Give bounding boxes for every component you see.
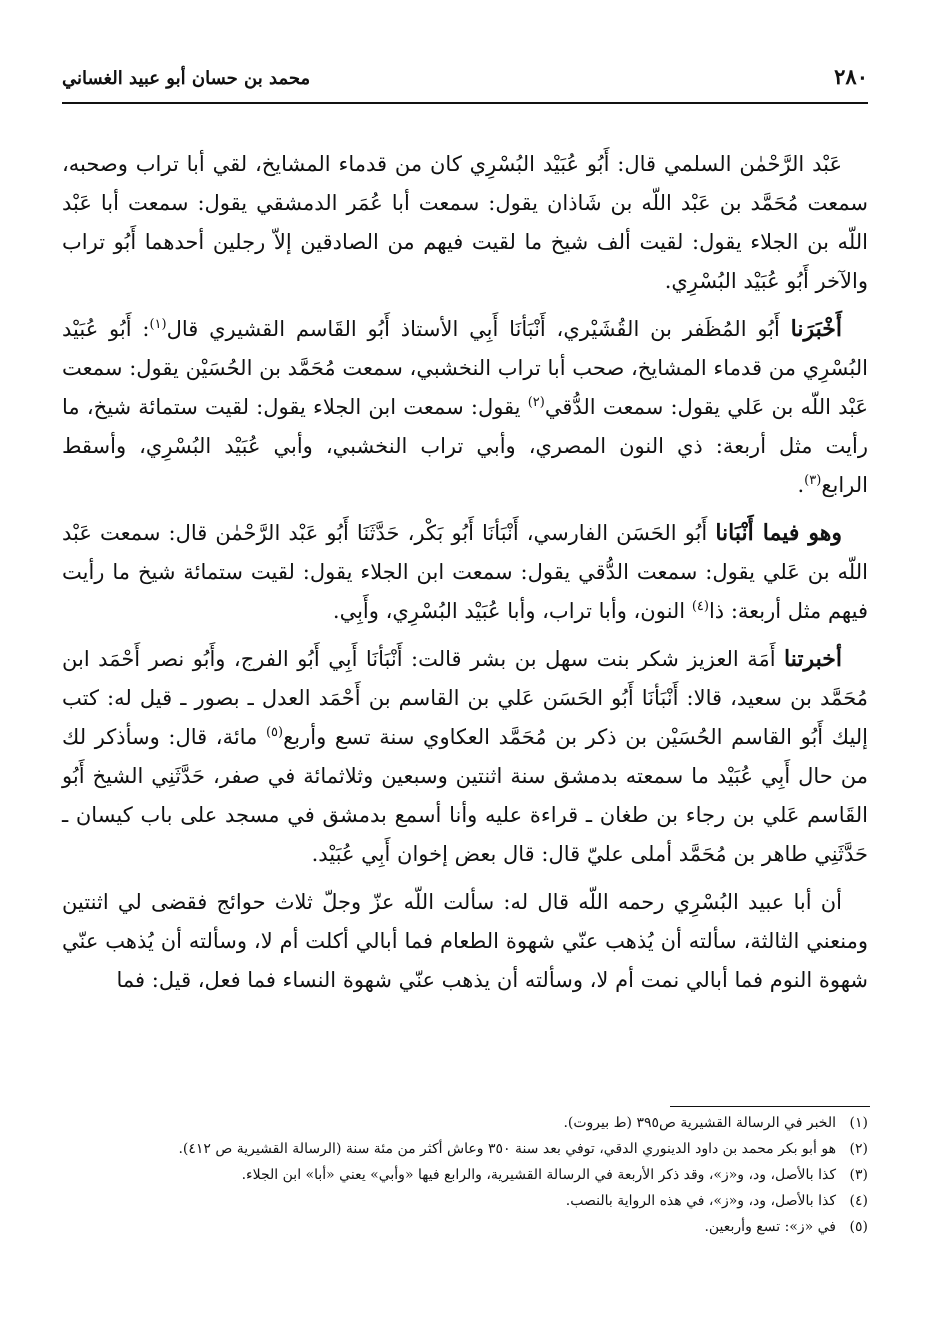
footnote-1: [62, 1112, 868, 1135]
paragraph-1: [62, 145, 868, 301]
paragraph-3-text-b: النون، وأبا تراب، وأبا عُبَيْد البُسْرِي، وأَبِي.: [332, 599, 692, 623]
paragraph-4-text-b: مائة، قال: وسأذكر لك من حال أَبِي عُبَيْد ما سمعته بدمشق سنة اثنتين وسبعين وثلاثمائة في صفر، حَدَّثَنِي الشيخ أَبُو القَاسم عَلي بن رجاء بن طغان ـ قراءة عليه وأنا أسمع بدمشق في مسجد على باب كيسان ـ حَدَّثَنِي طاهر بن مُحَمَّد أملى عليّ قال: قال بعض إخوان أَبِي عُبَيْد.: [62, 725, 868, 866]
footnote-3: [62, 1164, 868, 1187]
narration-keyword: أَخْبَرَنا: [790, 316, 842, 342]
footnote-ref-3[interactable]: (٣): [804, 473, 822, 488]
footnote-5: [62, 1216, 868, 1239]
header-rule: [62, 102, 868, 104]
footnote-4: [62, 1190, 868, 1213]
footnote-number: (٣): [849, 1167, 868, 1183]
footnote-ref-4[interactable]: (٤): [691, 599, 709, 614]
paragraph-4: [62, 640, 868, 874]
page-header: [62, 62, 868, 112]
footnote-text: كذا بالأصل، ود، و«ز»، في هذه الرواية بالنصب.: [565, 1193, 836, 1209]
footnote-text: الخبر في الرسالة القشيرية ص٣٩٥ (ط بيروت).: [563, 1115, 836, 1131]
paragraph-2-text-a: أَبُو المُظَفر بن القُشَيْري، أَنْبَأنَا أَبِي الأستاذ أَبُو القَاسم القشيري قال: [166, 317, 791, 341]
narration-keyword: وهو فيما أَنْبَانا: [715, 520, 842, 546]
footnote-text: في «ز»: تسع وأربعين.: [704, 1219, 836, 1235]
paragraph-3-text-a: أَبُو الحَسَن الفارسي، أَنْبَأنَا أَبُو بَكْر، حَدَّثَنَا أَبُو عَبْد الرَّحْمٰن قال: سمعت عَبْد اللّه بن عَلي يقول: سمعت الدُّقي يقول: سمعت ابن الجلاء يقول: لقيت ستمائة شيخ ما رأيت فيهم مثل أربعة: ذا: [62, 521, 868, 623]
footnote-text: هو أبو بكر محمد بن داود الدينوري الدقي، توفي بعد سنة ٣٥٠ وعاش أكثر من مئة سنة (الرسالة القشيرية ص ٤١٢).: [178, 1141, 836, 1157]
paragraph-2-text-b: : أَبُو عُبَيْد البُسْرِي من قدماء المشايخ، صحب أبا تراب النخشبي، سمعت مُحَمَّد بن الحُسَيْن يقول: سمعت عَبْد اللّه بن عَلي يقول: سمعت الدُّقي: [62, 317, 868, 419]
footnote-number: (١): [849, 1115, 868, 1131]
footnote-number: (٤): [849, 1193, 868, 1209]
footnote-ref-2[interactable]: (٢): [527, 395, 545, 410]
footnote-ref-5[interactable]: (٥): [265, 725, 284, 740]
paragraph-3: [62, 514, 868, 631]
footnote-text: كذا بالأصل، ود، و«ز»، وقد ذكر الأربعة في الرسالة القشيرية، والرابع فيها «وأبي» يعني «أبا» ابن الجلاء.: [241, 1167, 836, 1183]
footnote-separator: [670, 1106, 870, 1107]
footnote-2: [62, 1138, 868, 1161]
page-number: ٢٨٠: [834, 64, 868, 89]
paragraph-5: [62, 883, 868, 1000]
paragraph-2-text-d: .: [797, 473, 805, 497]
running-title: محمد بن حسان أبو عبيد الغساني: [62, 68, 311, 89]
footnote-ref-1[interactable]: (١): [149, 317, 167, 332]
paragraph-4-text-a: أَمَة العزيز شكر بنت سهل بن بشر قالت: أَنْبَأنَا أَبِي أَبُو الفرج، وأَبُو نصر أَحْمَد ابن مُحَمَّد بن سعيد، قالا: أَنْبَأنَا أَبُو الحَسَن عَلي بن القاسم بن أَحْمَد العدل ـ بصور ـ قيل له: كتب إليك أَبُو القاسم الحُسَيْن بن ذكر بن مُحَمَّد العكاوي سنة تسع وأربع: [62, 647, 869, 749]
footnotes: [62, 1112, 868, 1242]
main-text: [62, 145, 868, 1000]
paragraph-1-text: عَبْد الرَّحْمٰن السلمي قال: أَبُو عُبَيْد البُسْرِي كان من قدماء المشايخ، لقي أبا تراب وصحبه، سمعت مُحَمَّد بن عَبْد اللّه بن شَاذان يقول: سمعت أبا عُمَر الدمشقي يقول: سمعت أبا عَبْد اللّه بن الجلاء يقول: لقيت ألف شيخ ما لقيت فيهم من الصادقين إلاّ رجلين أحدهما أَبُو تراب والآخر أَبُو عُبَيْد البُسْرِي.: [62, 152, 868, 293]
paragraph-2: [62, 310, 868, 505]
paragraph-5-text: أن أبا عبيد البُسْرِي رحمه اللّه قال له: سألت اللّه عزّ وجلّ ثلاث حوائج فقضى لي اثنتين ومنعني الثالثة، سألته أن يُذهب عنّي شهوة الطعام فما أبالي أكلت أم لا، وسألته أن يُذهب عنّي شهوة النوم فما أبالي نمت أم لا، وسألته أن يذهب عنّي شهوة النساء فما فعل، قيل: فما: [62, 890, 868, 992]
paragraph-2-text-c: يقول: سمعت ابن الجلاء يقول: لقيت ستمائة شيخ، ما رأيت مثل أربعة: ذي النون المصري، وأبي تراب النخشبي، وأبي عُبَيْد البُسْرِي، وأسقط الرابع: [62, 395, 868, 497]
narration-keyword: أخبرتنا: [784, 646, 842, 672]
footnote-number: (٥): [849, 1219, 868, 1235]
footnote-number: (٢): [849, 1141, 868, 1157]
